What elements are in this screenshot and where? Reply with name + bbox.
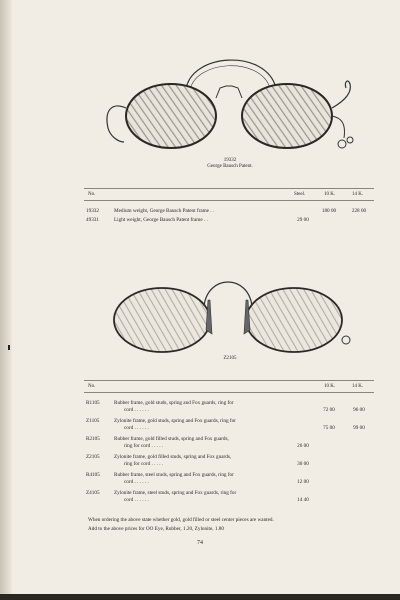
table1-header-10k: 10 K. <box>324 192 336 197</box>
table2-header-no: No. <box>88 384 96 389</box>
item-description-line2: cord . . . . . . <box>124 479 149 485</box>
top-figure-title: George Bausch Patent. <box>207 164 253 169</box>
price-10k: 180 00 <box>321 208 337 214</box>
price-14k: 99 00 <box>353 425 365 431</box>
item-number: R1105 <box>86 400 100 406</box>
price-steel: 14 40 <box>297 497 309 503</box>
price-addition-note: Add to the above prices for OO Eye, Rubber, 1.20, Zylonite, 1.80 <box>88 526 224 532</box>
ordering-note: When ordering the above state whether gold, gold filled or steel center pieces are wanted. <box>88 517 274 523</box>
item-description-line2: ring for cord . . . . . <box>124 443 164 449</box>
price-10k: 72 00 <box>323 407 335 413</box>
item-number: Z2105 <box>86 454 100 460</box>
item-description-line1: Zylonite frame, gold filled studs, spring and Fox guards, <box>114 454 232 460</box>
table1-top-rule <box>84 188 374 189</box>
item-description-line2: ring for cord . . . . . <box>124 461 164 467</box>
george-bausch-eyeglasses-illustration <box>98 48 360 158</box>
round-eyeglasses-illustration <box>106 272 356 356</box>
item-number: R4105 <box>86 472 100 478</box>
item-description-line1: Rubber frame, gold filled studs, spring and Fox guards, <box>114 436 229 442</box>
item-description-line2: cord . . . . . . <box>124 497 149 503</box>
page-number: 74 <box>197 540 203 546</box>
price-steel: 26 00 <box>297 443 309 449</box>
item-description-line1: Rubber frame, gold studs, spring and Fox guards, ring for <box>114 400 234 406</box>
item-number: R2105 <box>86 436 100 442</box>
margin-mark <box>8 345 10 350</box>
item-description: Light weight, George Bausch Patent frame . . <box>114 217 208 223</box>
table1-header-14k: 14 K. <box>352 192 364 197</box>
item-description: Medium weight, George Bausch Patent frame . . <box>114 208 215 214</box>
top-figure-number: 19332 <box>223 158 237 163</box>
table2-top-rule <box>84 380 374 381</box>
item-number: Z4105 <box>86 490 100 496</box>
table1-header-no: No. <box>88 192 96 197</box>
item-description-line1: Rubber frame, steel studs, spring and Fox guards, ring for <box>114 472 234 478</box>
item-description-line2: cord . . . . . . <box>124 425 149 431</box>
price-14k: 96 00 <box>353 407 365 413</box>
item-description-line1: Zylonite frame, gold studs, spring and Fox guards, ring for <box>114 418 236 424</box>
page-bottom-edge <box>0 594 400 600</box>
table2-header-14k: 14 K. <box>352 384 364 389</box>
item-description-line2: cord . . . . . . <box>124 407 149 413</box>
book-spine <box>0 0 12 600</box>
table2-header-10k: 10 K. <box>324 384 336 389</box>
item-number: 19332 <box>86 208 99 214</box>
table2-header-rule <box>84 392 374 393</box>
middle-figure-number: Z2105 <box>223 356 237 361</box>
price-steel: 29 00 <box>297 217 309 223</box>
price-steel: 12 00 <box>297 479 309 485</box>
price-14k: 228 00 <box>351 208 367 214</box>
item-number: 49331 <box>86 217 99 223</box>
price-steel: 30 00 <box>297 461 309 467</box>
price-10k: 75 00 <box>323 425 335 431</box>
item-number: Z1105 <box>86 418 100 424</box>
item-description-line1: Zylonite frame, steel studs, spring and Fox guards, ring for <box>114 490 237 496</box>
table1-header-steel: Steel. <box>294 192 306 197</box>
table1-header-rule <box>84 200 374 201</box>
